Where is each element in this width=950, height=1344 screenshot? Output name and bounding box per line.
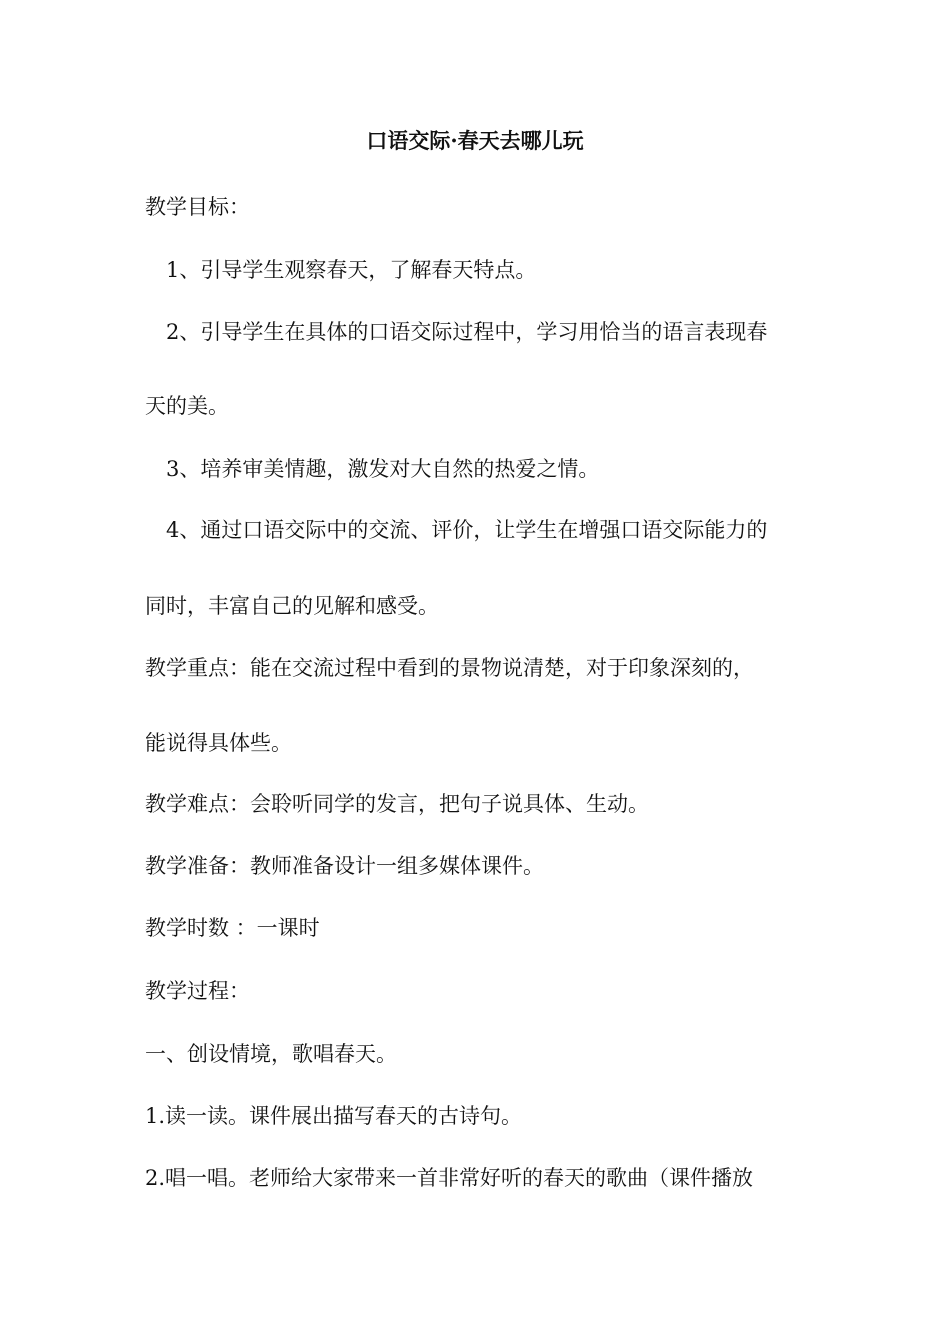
objective-item-2-continued: 天的美。 <box>145 394 229 418</box>
class-hours: 教学时数 ：一课时 <box>145 916 320 940</box>
objective-item-1: 1、引导学生观察春天，了解春天特点。 <box>166 258 537 282</box>
process-substep-2: 2.唱一唱。老师给大家带来一首非常好听的春天的歌曲（课件播放 <box>145 1166 754 1190</box>
section-heading-objectives: 教学目标： <box>145 195 250 219</box>
objective-item-3: 3、培养审美情趣，激发对大自然的热爱之情。 <box>166 457 600 481</box>
document-title: 口语交际·春天去哪儿玩 <box>366 128 584 153</box>
section-heading-process: 教学过程： <box>145 979 250 1003</box>
key-points: 教学重点：能在交流过程中看到的景物说清楚，对于印象深刻的， <box>145 656 754 680</box>
objective-item-4: 4、通过口语交际中的交流、评价，让学生在增强口语交际能力的 <box>166 518 768 542</box>
process-step-1: 一、创设情境，歌唱春天。 <box>145 1042 397 1066</box>
objective-item-2: 2、引导学生在具体的口语交际过程中，学习用恰当的语言表现春 <box>166 320 768 344</box>
key-points-continued: 能说得具体些。 <box>145 731 292 755</box>
process-substep-1: 1.读一读。课件展出描写春天的古诗句。 <box>145 1104 523 1128</box>
teaching-preparation: 教学准备：教师准备设计一组多媒体课件。 <box>145 854 544 878</box>
objective-item-4-continued: 同时，丰富自己的见解和感受。 <box>145 594 439 618</box>
difficult-points: 教学难点：会聆听同学的发言，把句子说具体、生动。 <box>145 792 649 816</box>
